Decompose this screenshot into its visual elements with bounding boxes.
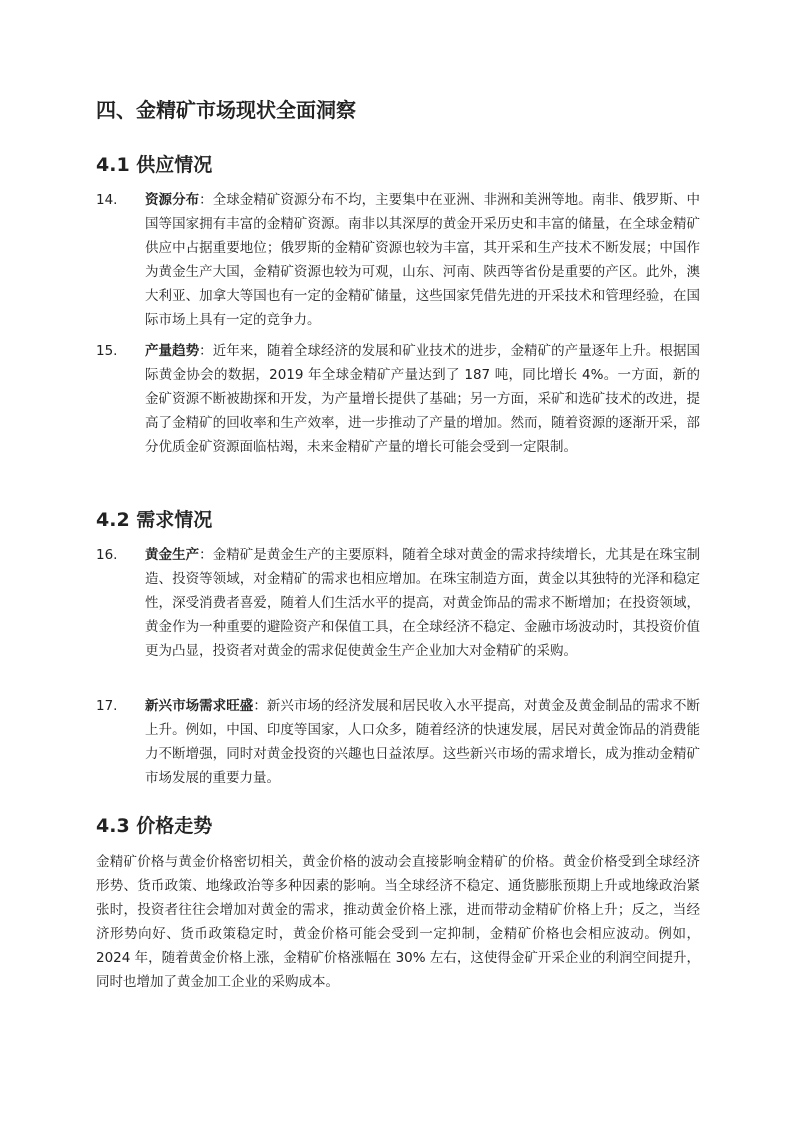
list-item-body <box>145 543 700 663</box>
price-trend-paragraph: 金精矿价格与黄金价格密切相关，黄金价格的波动会直接影响金精矿的价格。黄金价格受到全球经济形势、货币政策、地缘政治等多种因素的影响。当全球经济不稳定、通货膨胀预期上升或地缘政治紧张时，投资者往往会增加对黄金的需求，推动黄金价格上涨，进而带动金精矿价格上升；反之，当经济形势向好、货币政策稳定时，黄金价格可能会受到一定抑制，金精矿价格也会相应波动。例如，2024 年，随着黄金价格上涨，金精矿价格涨幅在 30% 左右，这使得金矿开采企业的利润空间提升，同时也增加了黄金加工企业的采购成本。 <box>96 854 700 990</box>
list-item-number: 17. <box>96 698 118 714</box>
list-item <box>96 694 700 790</box>
list-item <box>96 543 700 663</box>
list-item-text: ：近年来，随着全球经济的发展和矿业技术的进步，金精矿的产量逐年上升。根据国际黄金协会的数据，2019 年全球金精矿产量达到了 187 吨，同比增长 4%。一方面，新的金矿资源不断被勘探和开发，为产量增长提供了基础；另一方面，采矿和选矿技术的改进，提高了金精矿的回收率和生产效率，进一步推动了产量的增加。然而，随着资源的逐渐开采，部分优质金矿资源面临枯竭，未来金精矿产量的增长可能会受到一定限制。 <box>145 343 701 455</box>
list-item-number: 14. <box>96 192 118 208</box>
section-heading-demand: 4.2 需求情况 <box>96 509 213 531</box>
list-item-number: 15. <box>96 343 118 359</box>
list-item-keyword: 资源分布 <box>145 192 200 208</box>
list-item-keyword: 黄金生产 <box>145 547 200 563</box>
list-item-body <box>145 339 700 459</box>
list-item <box>96 188 700 332</box>
list-item-text: ：全球金精矿资源分布不均，主要集中在亚洲、非洲和美洲等地。南非、俄罗斯、中国等国家拥有丰富的金精矿资源。南非以其深厚的黄金开采历史和丰富的储量，在全球金精矿供应中占据重要地位；俄罗斯的金精矿资源也较为丰富，其开采和生产技术不断发展；中国作为黄金生产大国，金精矿资源也较为可观，山东、河南、陕西等省份是重要的产区。此外，澳大利亚、加拿大等国也有一定的金精矿储量，这些国家凭借先进的开采技术和管理经验，在国际市场上具有一定的竞争力。 <box>145 192 701 328</box>
section-heading-price: 4.3 价格走势 <box>96 815 213 837</box>
list-item-text: ：新兴市场的经济发展和居民收入水平提高，对黄金及黄金制品的需求不断上升。例如，中国、印度等国家，人口众多，随着经济的快速发展，居民对黄金饰品的消费能力不断增强，同时对黄金投资的兴趣也日益浓厚。这些新兴市场的需求增长，成为推动金精矿市场发展的重要力量。 <box>145 698 701 786</box>
list-item-body <box>145 188 700 332</box>
page-title: 四、金精矿市场现状全面洞察 <box>96 98 356 122</box>
list-item <box>96 339 700 459</box>
list-item-keyword: 新兴市场需求旺盛 <box>145 698 254 714</box>
section-heading-supply: 4.1 供应情况 <box>96 154 213 176</box>
list-item-number: 16. <box>96 547 118 563</box>
list-item-text: ：金精矿是黄金生产的主要原料，随着全球对黄金的需求持续增长，尤其是在珠宝制造、投资等领域，对金精矿的需求也相应增加。在珠宝制造方面，黄金以其独特的光泽和稳定性，深受消费者喜爱，随着人们生活水平的提高，对黄金饰品的需求不断增加；在投资领域，黄金作为一种重要的避险资产和保值工具，在全球经济不稳定、金融市场波动时，其投资价值更为凸显，投资者对黄金的需求促使黄金生产企业加大对金精矿的采购。 <box>145 547 701 659</box>
list-item-keyword: 产量趋势 <box>145 343 200 359</box>
list-item-body <box>145 694 700 790</box>
